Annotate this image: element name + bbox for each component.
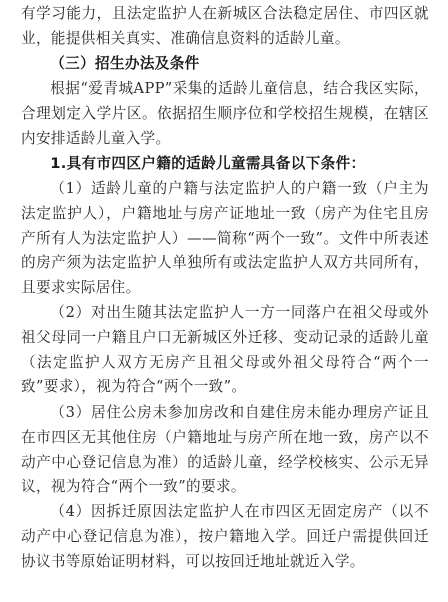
section-heading-enrollment-method: （三）招生办法及条件: [50, 55, 200, 72]
paragraph-condition-3: （3）居住公房未参加房改和自建住房未能办理房产证且在市四区无其他住房（户籍地址与房产所在地一致，房产以不动产中心登记信息为准）的适龄儿童，经学校核实、公示无异议，视为符合“两个一致”的要求。: [21, 404, 429, 496]
paragraph-condition-2: （2）对出生随其法定监护人一方一同落户在祖父母或外祖父母同一户籍且户口无新城区外迁移、变动记录的适龄儿童（法定监护人双方无房产且祖父母或外祖父母符合“两个一致”要求），视为符合“两个一致”。: [21, 304, 429, 396]
subheading-local-household-conditions: 1.具有市四区户籍的适龄儿童需具备以下条件：: [50, 155, 366, 172]
paragraph-condition-4: （4）因拆迁原因法定监护人在市四区无固定房产（以不动产中心登记信息为准），按户籍地入学。回迁户需提供回迁协议书等原始证明材料，可以按回迁地址就近入学。: [21, 503, 429, 570]
paragraph-condition-1: （1）适龄儿童的户籍与法定监护人的户籍一致（户主为法定监护人），户籍地址与房产证地址一致（房产为住宅且房产所有人为法定监护人）——简称“两个一致”。文件中所表述的房产须为法定监护人单独所有或法定监护人双方共同所有，且要求实际居住。: [21, 180, 429, 297]
paragraph-enrollment-method: 根据“爱青城APP”采集的适龄儿童信息，结合我区实际，合理划定入学片区。依据招生顺序位和学校招生规模，在辖区内安排适龄儿童入学。: [21, 80, 429, 147]
paragraph-eligibility-end: 有学习能力，且法定监护人在新城区合法稳定居住、市四区就业，能提供相关真实、准确信息资料的适龄儿童。: [21, 5, 429, 47]
